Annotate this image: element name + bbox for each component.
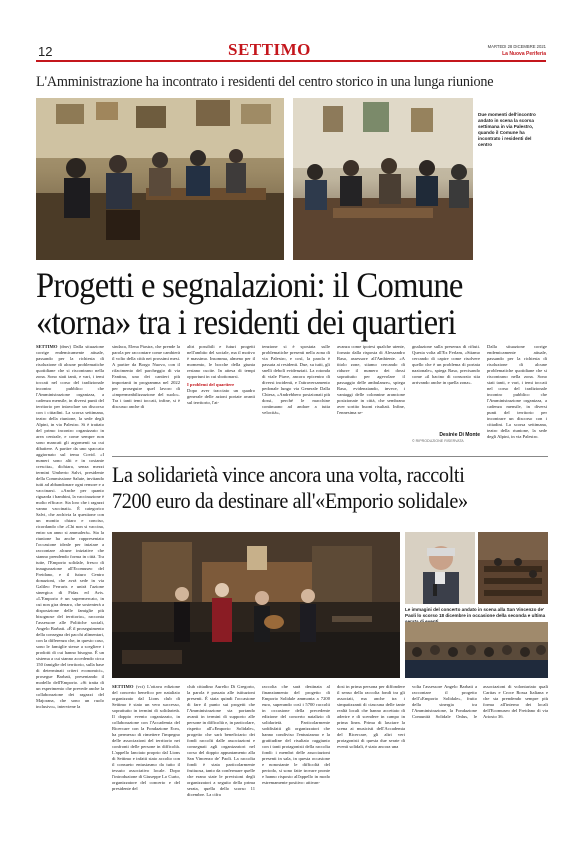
article1-headline-line1: Progetti e segnalazioni: il Comune [36,265,463,305]
article1-col3b-text: Dopo aver tracciato un quadro generale delle azioni portate avanti sul territorio, l'at- [187,388,255,405]
article1-copyright: © RIPRODUZIONE RISERVATA [412,439,464,443]
concert-photo-main [112,532,400,678]
article2-col1-text: L'ottava edizione del concerto benefico per natalizio organizzato dal Lions club di Settimo è stato un vero successo, soprattutto in termini di solidarietà. Il doppio evento organizzato, in collaborazione con l'Accademia del Ricercare con la Fondazione Ecm, ha permesso di rimettere l'impegno delle associazioni del territorio nei confronti delle persone in difficoltà. L'appello lanciato proprio dal Lions di Settimo e infatti stato accolto con il consueto entusiasmo da tutto il tessuto associativo locale. Dopo l'introduzione di Giuseppe Lo Curto, organizzatore del concerto e del presidente del [112,684,180,791]
article1-byline: Desirée Di Monte [439,432,480,438]
article1-col3 [187,344,255,446]
meeting-photo-left-art [36,98,284,260]
issue-date: MARTEDI 28 DICEMBRE 2021 [487,44,546,49]
concert-photo-main-art [112,532,400,678]
concert-photo-speaker [405,532,475,604]
left-column-text: Dalla situazione corrige endemicamente attuale, passando per la richiesta di risoluzione di alcune problematiche quotidiane che si riscontrano nella zona. Sono stati tanti, e vari, i temi toccati nel corso del tradizionale incontro pubblico che l'Amministrazione organizza, a cadenza mensile, in diversi punti del territorio per intavolare un discorso con i cittadini. La scorsa settimana, teatro della riunione, la sede degli Alpini, in via Palestro. Si è trattato del primo incontro organizzato in area centrale, e come sempre non sono mancati gli argomenti su cui dibattere. A partire da uno spaccato aggiornato sul tema Covid. «I numeri sono alti e in costante crescita», dichiara, senza mezzi termini Umberto Salvi, presidente della Commissione Salute, invitando tutti ad abbandonare ogni remore e a vaccinarsi. «Anche per quanto riguarda i bambini, la vaccinazione è molto efficace. Sia loro che i ragazzi vanno vaccinati». È categorico Salvi, che archivia la questione con un monito chiaro e conciso, ricordando che «Chi non si vaccina, entro un anno si ammalerà». Sta la riunione ha anche rappresentato l'occasione ideale per iniziare a raccontare alcune iniziative che stanno prendendo forma in città. Tra tutte, l'Emporio solidale, fresco di inaugurazione all'Ecomuseo del Freidano, e il futuro Centro donazioni, che avrà sede in via Galileo Ferraris e unirà l'azione sinergica di Fidas ed Avis. «L'Emporio è un supermercato, in cui non gira denaro, che sostenterà a disposizione delle famiglie più bisognose del territorio», racconta l'assessore alle Politiche sociali, Angelo Barbati. «È il proseguimento della consegna dei pacchi alimentari, con la differenza che, in questo caso, sono le famiglie stesse a scegliere i prodotti di cui hanno bisogno. È un sistema a cui stanno accedendo circa 150 famiglie del territorio, sulla base di determinati criteri economici», prosegue Barbati, presentando il modello dell'Emporio. «Si tratta di un esperimento che prevede anche la collaborazione dei ragazzi del Majorana, che sono un ruolo inclusivo», interviene la [36,344,104,709]
article1-col5: avanza come ipotesi qualche utente, fornato dalla risposta di Alessandro Raso, assessore all'Ambiente. «A titolo zone, stiamo cercando di ridurre il numero dei dossi soprattutto per agevolare il passaggio delle ambulanze», spiega Raso, evidenziando, invece, i vantaggi delle colonnine arancione posizionate in città, che sembrano aver sortito buoni risultati. Infine, l'ennesima se- [337,344,405,415]
concert-photo-audience-art [405,622,548,678]
article1-col4: tenzione si è spostata sulle problematiche presenti nella zona di via Palestro, e così, la parola è passata ai residenti. Due, su tutti, gli snelli debolì evidenziati. La rotonda di viale Piave, ancora epicentro di diversi incidenti, e l'attraversamento pedonale lungo via Generale Dalla Chiesa, «Andrebbero posizionati più dossi, perché le macchine continuano ad andare a tutta velocità», [262,344,330,415]
article2-col3: raccolta che sarà destinata al finanziamento del progetto di Emporio Solidale ammonta a 7200 euro, superando così i 5700 raccolti in occasione della precedente edizione del concerto natalizio di solidarietà. Particolarmente soddisfatti gli organizzatori che hanno condiviso l'entusiasmo e la gratitudine del risultato raggiunto con i tanti protagonisti della raccolta fondi: i membri delle associazioni presenti in sala, in questa occasione e nonostante le difficoltà del periodo, si sono fatte trovare pronte e hanno risposto all'appello in modo estremamente positivo: attivan- [262,684,330,785]
article2-col5: volta l'assessore Angelo Barbati a raccontare il progetto dell'«Emporio Solidale», frutto della sinergia tra l'Amministrazione, la Fondazione Comunità Solidale Onlus, le associazioni di volontariato quali Caritas e Croce Rossa Italiana e che sta prendendo sempre più forma all'interno dei locali dell'Ecomuseo del Freidano di via Ariosto 36. [412,684,548,719]
article1-col2: sindaca, Elena Piastra, che prende la parola per raccontare come cambierà il volto della città nei prossimi mesi. A partire da Borgo Nuovo, con il rifacimento del parcheggio di via Fantina, uno dei cantieri più importanti in programma nel 2022 per proseguire quel lavoro di «impermeabilizzazione del suolo». Tra i tanti temi toccati, infine, si è discusso anche di [112,344,180,409]
publication-name: La Nuova Periferia [502,51,546,57]
left-column-tag-author: (dmv) [59,344,71,349]
meeting-photo-right-art [293,98,473,260]
article1-headline-line2: «torna» tra i residenti dei quartieri [36,302,456,342]
article2-rule [112,456,548,457]
article1-col1: Dalla situazione corrige endemicamente attuale, passando per la richiesta di risoluzione di alcune problematiche quotidiane che si riscontrano nella zona. Sono stati tanti, e vari, i temi toccati nel corso del tradizionale incontro pubblico che l'Amministrazione organizza, a cadenza mensile, in diversi punti del territorio per incontrare un discorso con i cittadini. La scorsa settimana, teatro della riunione, la sede degli Alpini, in via Palestro. [487,344,547,439]
left-column-tag: SETTIMO [36,344,58,349]
concert-photo-audience [405,622,548,678]
article1-col6-text: gnalazione sulla presenza di rifiuti. Questa volta all'Ex Ferlam, «Stiamo cercando di capire come risolvere quello che è un problema di portata nazionale», spiega Raso, precisando come «il bacino di consorzio stia arrivando anche in quella zona». [412,344,480,385]
header-rule [36,60,546,62]
article2-tag: SETTIMO [112,684,134,689]
article2-tag-author: (vct) [135,684,145,689]
concert-photo-speaker-art [405,532,475,604]
meeting-photo-left [36,98,284,260]
meeting-photo-right [293,98,473,260]
top-photo-caption: Due momenti dell'incontro andato in scena la scorsa settimana in via Palestro, quando il Comune ha incontrato i residenti del centro [478,112,536,147]
article2-headline-line2: 7200 euro da destinare all'«Emporio solidale» [112,488,468,513]
article2-headline-line1: La solidarietà vince ancora una volta, raccolti [112,462,465,487]
article2-col1 [112,684,180,810]
section-title: SETTIMO [228,40,311,59]
page-number: 12 [38,44,53,59]
article1-col3-text: altri possibili e futuri progetti nell'ambito del sociale, ma il motivo è massimo. Insomma, almeno per il momento, le bocche della giunta restano cucite. In attesa di tempi opportuni in cui sbottonarsi. [187,344,255,379]
article2-col4: dosi in prima persona per diffondere il senso della raccolta fondi tra gli associati, ma anche tra i simpatizzanti di ciascuna delle tante realtà locali che hanno accettato di aderire e di scendere in campo in prima linea. Prima di lasciare la scena ai musicisti dell'Accademia del Ricercare, gli altri veri protagonisti di questa due serate di eventi solidali, è stato ancora una [337,684,405,749]
left-column-body [36,344,104,802]
concert-photo-hall-art [478,532,548,604]
concert-photo-hall [478,532,548,604]
kicker-text: L'Amministrazione ha incontrato i residenti del centro storico in una lunga riunione [36,74,494,90]
article1-col6 [412,344,480,446]
article1-col3-subhead: I problemi del quartiere [187,382,235,387]
article2-col2: club cittadino Aurelio Di Gregorio, la parola è passata alle istituzioni presenti. È stata quindi l'occasione di fare il punto sui progetti che l'Amministrazione sta portando avanti in termini di supporto alle persone in difficoltà e, in particolare, rispetto all'«Emporio Solidale», progetto che sarà beneficiario dei fondi raccolti dalle associazioni e consegnati agli organizzatori nel corso del doppio appuntamento alla San Vincenzo de' Paoli. La raccolta fondi è stata particolarmente fruttuosa, tanto da confermare quelle che erano state le previsioni degli organizzatori a seguito della prima serata, quella dello scorso 11 dicembre. La cifra [187,684,255,797]
concert-photo-caption: Le immagini del concerto andato in scena alla San Vincenzo de' Paoli lo scorso 18 dicembre in occasione della seconda e ultima [405,607,546,618]
